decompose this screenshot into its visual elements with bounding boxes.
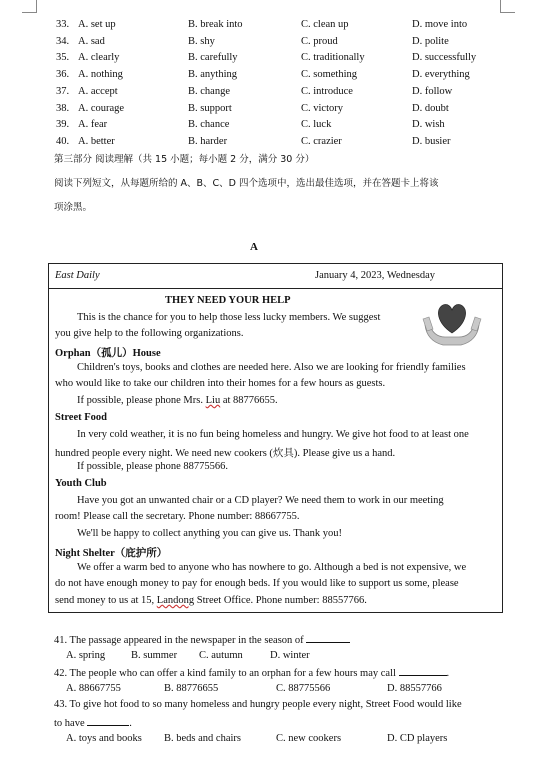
newspaper-date: January 4, 2023, Wednesday: [315, 270, 435, 281]
cloze-option-a[interactable]: A. fear: [78, 119, 108, 131]
cloze-question-number: 39.: [56, 119, 70, 131]
cloze-option-c[interactable]: C. introduce: [301, 85, 353, 97]
cloze-option-d[interactable]: D. busier: [412, 135, 451, 147]
question-42-option-d[interactable]: D. 88557766: [387, 683, 442, 694]
night-line-1: We offer a warm bed to anyone who has nowhere to go. Although a bed is not expensive, we: [77, 562, 467, 573]
cloze-option-d[interactable]: D. doubt: [412, 102, 449, 114]
cloze-question-number: 38.: [56, 102, 70, 114]
cloze-question-row: [56, 103, 536, 119]
cloze-question-number: 35.: [56, 52, 70, 64]
question-43-option-c[interactable]: C. new cookers: [276, 733, 342, 744]
cloze-question-row: [56, 19, 536, 35]
cloze-question-number: 37.: [56, 85, 70, 97]
notice-title: THEY NEED YOUR HELP: [165, 295, 291, 306]
question-43-option-b[interactable]: B. beds and chairs: [164, 733, 241, 744]
page-corner-mark-left: [22, 0, 37, 13]
cloze-option-b[interactable]: B. change: [188, 85, 230, 97]
youth-line-3: We'll be happy to collect anything you can give us. Thank you!: [77, 528, 343, 539]
section-title: 第三部分 阅读理解（共 15 小题；每小题 2 分，满分 30 分）: [54, 154, 315, 165]
street-line-1: In very cold weather, it is no fun being homeless and hungry. We give hot food to at least one: [77, 429, 469, 440]
cloze-option-b[interactable]: B. support: [188, 102, 232, 114]
cloze-option-c[interactable]: C. victory: [301, 102, 343, 114]
question-42-option-c[interactable]: C. 88775566: [276, 683, 331, 694]
street-food-heading: Street Food: [55, 412, 108, 423]
intro-line-2: you give help to the following organizations.: [55, 328, 244, 339]
cloze-option-a[interactable]: A. sad: [78, 35, 105, 47]
cloze-option-d[interactable]: D. successfully: [412, 52, 477, 64]
question-42-option-b[interactable]: B. 88776655: [164, 683, 219, 694]
cloze-option-d[interactable]: D. move into: [412, 19, 468, 30]
instruction-line-2: 项涂黑。: [54, 202, 93, 213]
cloze-option-a[interactable]: A. nothing: [78, 69, 123, 81]
header-divider: [49, 288, 502, 289]
cloze-option-a[interactable]: A. better: [78, 135, 115, 147]
cloze-option-a[interactable]: A. accept: [78, 85, 118, 97]
orphan-line-1: Children's toys, books and clothes are needed here. Also we are looking for friendly families: [77, 362, 466, 373]
question-41-option-c[interactable]: C. autumn: [199, 650, 243, 661]
youth-line-2: room! Please call the secretary. Phone number: 88667755.: [55, 511, 300, 522]
street-line-3: If possible, please phone 88775566.: [77, 461, 229, 472]
question-43-option-a[interactable]: A. toys and books: [66, 733, 142, 744]
cloze-question-number: 40.: [56, 135, 70, 147]
cloze-option-b[interactable]: B. shy: [188, 35, 215, 47]
cloze-option-d[interactable]: D. polite: [412, 35, 449, 47]
cloze-question-row: [56, 86, 536, 102]
cloze-option-b[interactable]: B. anything: [188, 69, 237, 81]
cloze-option-c[interactable]: C. luck: [301, 119, 332, 131]
question-43-stem-continued: to have .: [54, 718, 132, 729]
cloze-option-c[interactable]: C. proud: [301, 35, 338, 47]
orphan-line-2: who would like to take our children into their homes for a few hours as guests.: [55, 378, 386, 389]
question-41-stem: 41. The passage appeared in the newspaper in the season of: [54, 633, 350, 646]
orphan-house-heading: Orphan（孤儿）House: [55, 348, 161, 359]
cloze-option-b[interactable]: B. chance: [188, 119, 230, 131]
cloze-option-b[interactable]: B. carefully: [188, 52, 238, 64]
page-corner-mark-right: [500, 0, 515, 13]
heart-in-hands-icon: [421, 295, 483, 351]
cloze-option-d[interactable]: D. everything: [412, 69, 470, 81]
cloze-option-d[interactable]: D. wish: [412, 119, 445, 131]
youth-club-heading: Youth Club: [55, 478, 107, 489]
instruction-line-1: 阅读下列短文，从每题所给的 A、B、C、D 四个选项中，选出最佳选项，并在答题卡上将该: [54, 178, 439, 189]
cloze-option-c[interactable]: C. crazier: [301, 135, 342, 147]
cloze-question-row: [56, 119, 536, 135]
cloze-option-c[interactable]: C. clean up: [301, 19, 349, 30]
question-43-stem: 43. To give hot food to so many homeless and hungry people every night, Street Food would like: [54, 699, 462, 710]
night-line-3: send money to us at 15, Landong Street Office. Phone number: 88557766.: [55, 595, 367, 606]
cloze-option-b[interactable]: B. harder: [188, 135, 228, 147]
newspaper-name: East Daily: [55, 270, 100, 281]
night-line-2: do not have enough money to pay for enough beds. If you would like to support us some, please: [55, 578, 459, 589]
question-42-option-a[interactable]: A. 88667755: [66, 683, 121, 694]
question-42-stem: 42. The people who can offer a kind family to an orphan for a few hours may call .: [54, 668, 450, 679]
cloze-question-number: 36.: [56, 69, 70, 81]
cloze-question-number: 34.: [56, 35, 70, 47]
newspaper-notice: [48, 263, 503, 613]
cloze-question-row: [56, 136, 536, 152]
cloze-option-a[interactable]: A. clearly: [78, 52, 120, 64]
question-41-option-d[interactable]: D. winter: [270, 650, 310, 661]
street-line-2: hundred people every night. We need new cookers (炊具). Please give us a hand.: [55, 448, 396, 459]
cloze-option-b[interactable]: B. break into: [188, 19, 243, 30]
intro-line-1: This is the chance for you to help those less lucky members. We suggest: [77, 312, 381, 323]
youth-line-1: Have you got an unwanted chair or a CD player? We need them to work in our meeting: [77, 495, 444, 506]
cloze-question-number: 33.: [56, 19, 70, 30]
cloze-option-a[interactable]: A. courage: [78, 102, 125, 114]
orphan-line-3: If possible, please phone Mrs. Liu at 88776655.: [77, 395, 278, 406]
cloze-option-c[interactable]: C. traditionally: [301, 52, 365, 64]
cloze-question-row: [56, 52, 536, 68]
question-43-option-d[interactable]: D. CD players: [387, 733, 448, 744]
passage-label: A: [250, 241, 258, 253]
question-41-option-b[interactable]: B. summer: [131, 650, 178, 661]
cloze-option-a[interactable]: A. set up: [78, 19, 116, 30]
question-41-option-a[interactable]: A. spring: [66, 650, 106, 661]
cloze-option-c[interactable]: C. something: [301, 69, 358, 81]
cloze-option-d[interactable]: D. follow: [412, 85, 453, 97]
night-shelter-heading: Night Shelter（庇护所）: [55, 548, 168, 559]
cloze-question-row: [56, 69, 536, 85]
cloze-question-row: [56, 36, 536, 52]
